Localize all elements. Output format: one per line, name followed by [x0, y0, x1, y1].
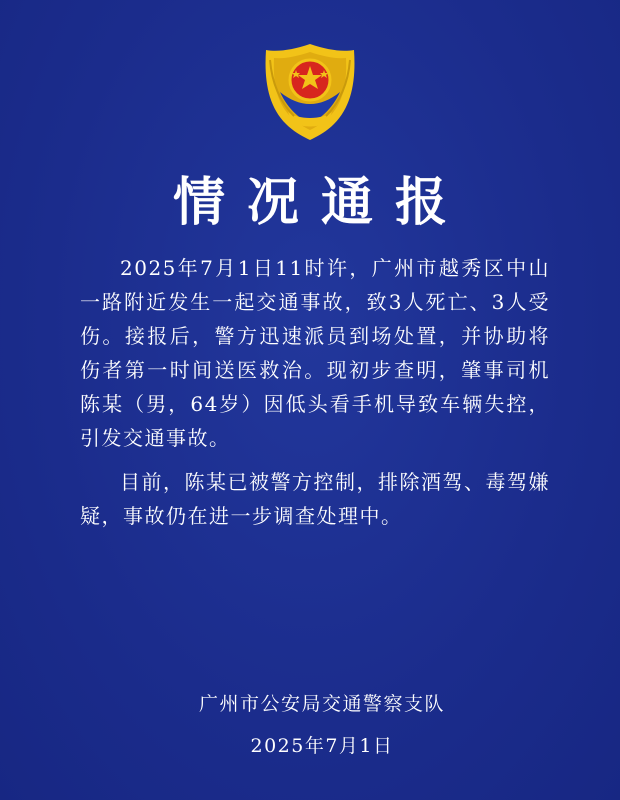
notice-body [80, 251, 550, 543]
issue-date: 2025年7月1日 [250, 735, 394, 757]
police-emblem-icon [258, 40, 362, 144]
notice-paragraph: 目前，陈某已被警方控制，排除酒驾、毒驾嫌疑，事故仍在进一步调查处理中。 [80, 470, 550, 528]
notice-title: 情况通报 [172, 173, 469, 233]
issuer-name: 广州市公安局交通警察支队 [198, 693, 445, 715]
notice-paragraph: 2025年7月1日11时许，广州市越秀区中山一路附近发生一起交通事故，致3人死亡、3人受伤。接报后，警方迅速派员到场处置，并协助将伤者第一时间送医救治。现初步查明，肇事司机陈某（男，64岁）因低头看手机导致车辆失控，引发交通事故。 [80, 256, 550, 450]
